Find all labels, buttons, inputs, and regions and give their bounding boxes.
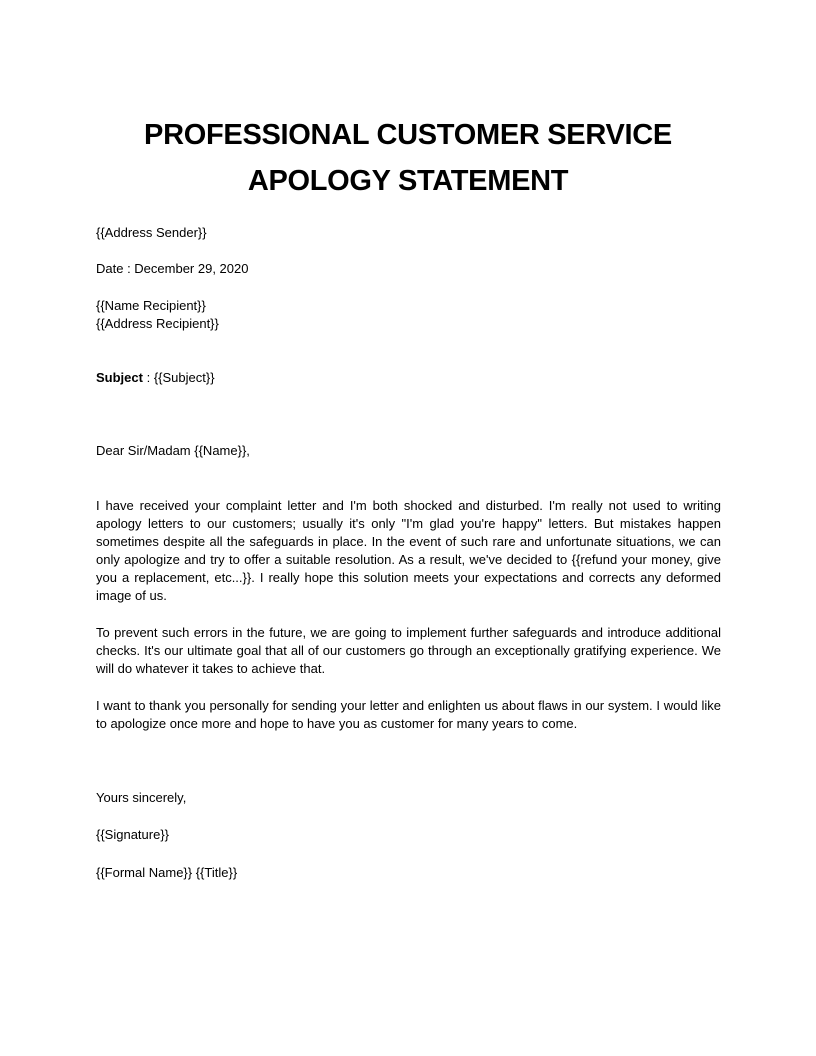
date-value: December 29, 2020 [134, 261, 249, 276]
formal-name-title: {{Formal Name}} {{Title}} [96, 865, 238, 880]
date-line [96, 260, 248, 278]
body-paragraph-1: I have received your complaint letter and I'm both shocked and disturbed. I'm really not used to writing apology letters to our customers; usually it's only "I'm glad you're happy" letters. But mistakes happen sometimes despite all the safeguards in place. In the event of such rare and unfortunate situations, we can only apologize and try to offer a suitable resolution. As a result, we've decided to {{refund your money, give you a replacement, etc...}}. I really hope this solution meets your expectations and corrects any deformed image of us. [96, 498, 721, 603]
salutation: Dear Sir/Madam {{Name}}, [96, 443, 250, 458]
subject-line [96, 369, 215, 387]
date-label: Date : [96, 261, 135, 276]
recipient-address: {{Address Recipient}} [96, 316, 219, 331]
subject-value: {{Subject}} [153, 370, 215, 385]
recipient-name: {{Name Recipient}} [96, 298, 206, 313]
signature-placeholder: {{Signature}} [96, 827, 170, 842]
document-title-line-1: PROFESSIONAL CUSTOMER SERVICE [144, 119, 672, 151]
document-title-line-2: APOLOGY STATEMENT [247, 165, 569, 197]
body-paragraph-3: I want to thank you personally for sending your letter and enlighten us about flaws in our system. I would like to apologize once more and hope to have you as customer for many years to come. [96, 698, 721, 731]
sender-address: {{Address Sender}} [96, 225, 207, 240]
document-title [96, 112, 720, 204]
subject-separator: : [142, 370, 154, 385]
subject-label: Subject [96, 370, 143, 385]
valediction: Yours sincerely, [96, 790, 187, 805]
body-paragraph-2: To prevent such errors in the future, we are going to implement further safeguards and introduce additional checks. It's our ultimate goal that all of our customers go through an exceptionally gratifying experience. We will do whatever it takes to achieve that. [96, 625, 721, 676]
